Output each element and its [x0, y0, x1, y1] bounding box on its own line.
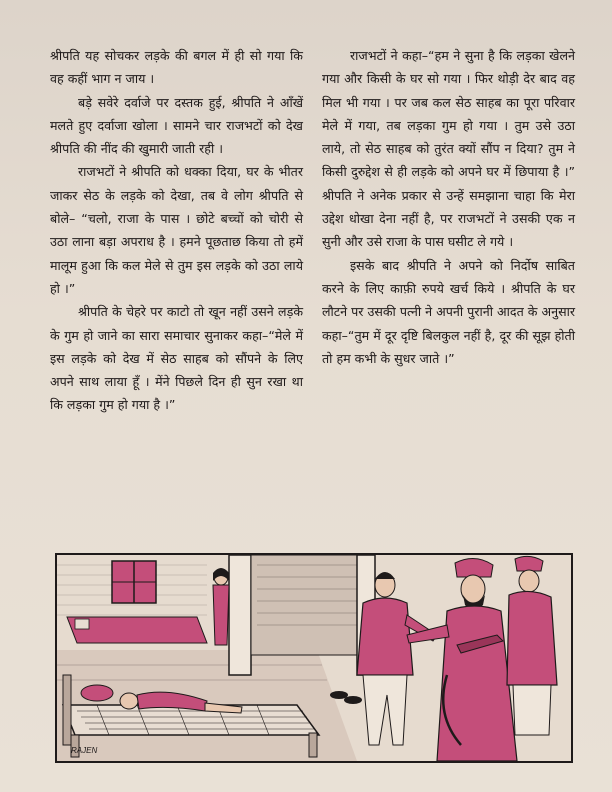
paragraph: इसके बाद श्रीपति ने अपने को निर्दोष साबित करने के लिए काफ़ी रुपये खर्च किये । श्रीपति के घर लौटने पर उसकी पत्नी ने अपनी पुरानी आदत के अनुसार कहा–“तुम में दूर दृष्टि बिलकुल नहीं है, दूर की सूझ होती तो हम कभी के सुधर जाते ।”	[322, 257, 575, 366]
pillar	[229, 555, 251, 675]
paragraph: राजभटों ने श्रीपति को धक्का दिया, घर के भीतर जाकर सेठ के लड़के को देखा, तब वे लोग श्रीपति से बोले– “चलो, राजा के पास । छोटे बच्चों को चोरी से उठा लाना बड़ा अपराध है । हमने पूछताछ किया तो हमें मालूम हुआ कि कल मेले से तुम इस लड़के को उठा लाये हो ।”	[50, 164, 303, 296]
paragraph: राजभटों ने कहा–“हम ने सुना है कि लड़का खेलने गया और किसी के घर सो गया । फिर थोड़ी देर बाद वह मिल भी गया । पर जब कल सेठ साहब का पूरा परिवार मेले में गया, तब लड़का गुम हो गया । तुम उसे उठा लाये, तो सेठ साहब को तुरंत क्यों सौंप न दिया? तुम ने किसी दुरुद्देश से ही लड़के को अपने घर में छिपाया है ।” श्रीपति ने अनेक प्रकार से उन्हें समझाना चाहा कि मेरा उद्देश धोखा देना नहीं है, पर राजभटों ने उसकी एक न सुनी और उसे राजा के पास घसीट ले गये ।	[322, 48, 575, 250]
artist-signature: RAJEN	[71, 746, 98, 755]
pillow	[75, 619, 89, 629]
left-text-column	[50, 44, 303, 417]
paragraph: श्रीपति यह सोचकर लड़के की बगल में ही सो गया कि वह कहीं भाग न जाय ।	[50, 48, 303, 87]
story-illustration	[55, 553, 573, 763]
illustration-drawing	[57, 555, 571, 761]
window	[112, 561, 156, 603]
woman-figure	[213, 568, 229, 645]
paragraph: बड़े सवेरे दर्वाजे पर दस्तक हुई, श्रीपति ने आँखें मलते हुए दर्वाजा खोला । सामने चार राजभटों को देख श्रीपति की नींद की खुमारी जाती रही ।	[50, 94, 303, 157]
right-text-column	[322, 44, 575, 370]
inner-room	[251, 555, 371, 655]
paragraph: श्रीपति के चेहरे पर काटो तो खून नहीं उसने लड़के के गुम हो जाने का सारा समाचार सुनाकर कहा–“मेले में इस लड़के को देख में सेठ साहब को सौंपने के लिए अपने साथ लाया हूँ । मेंने पिछले दिन ही सुन रखा था कि लड़का गुम हो गया है ।”	[50, 304, 303, 413]
